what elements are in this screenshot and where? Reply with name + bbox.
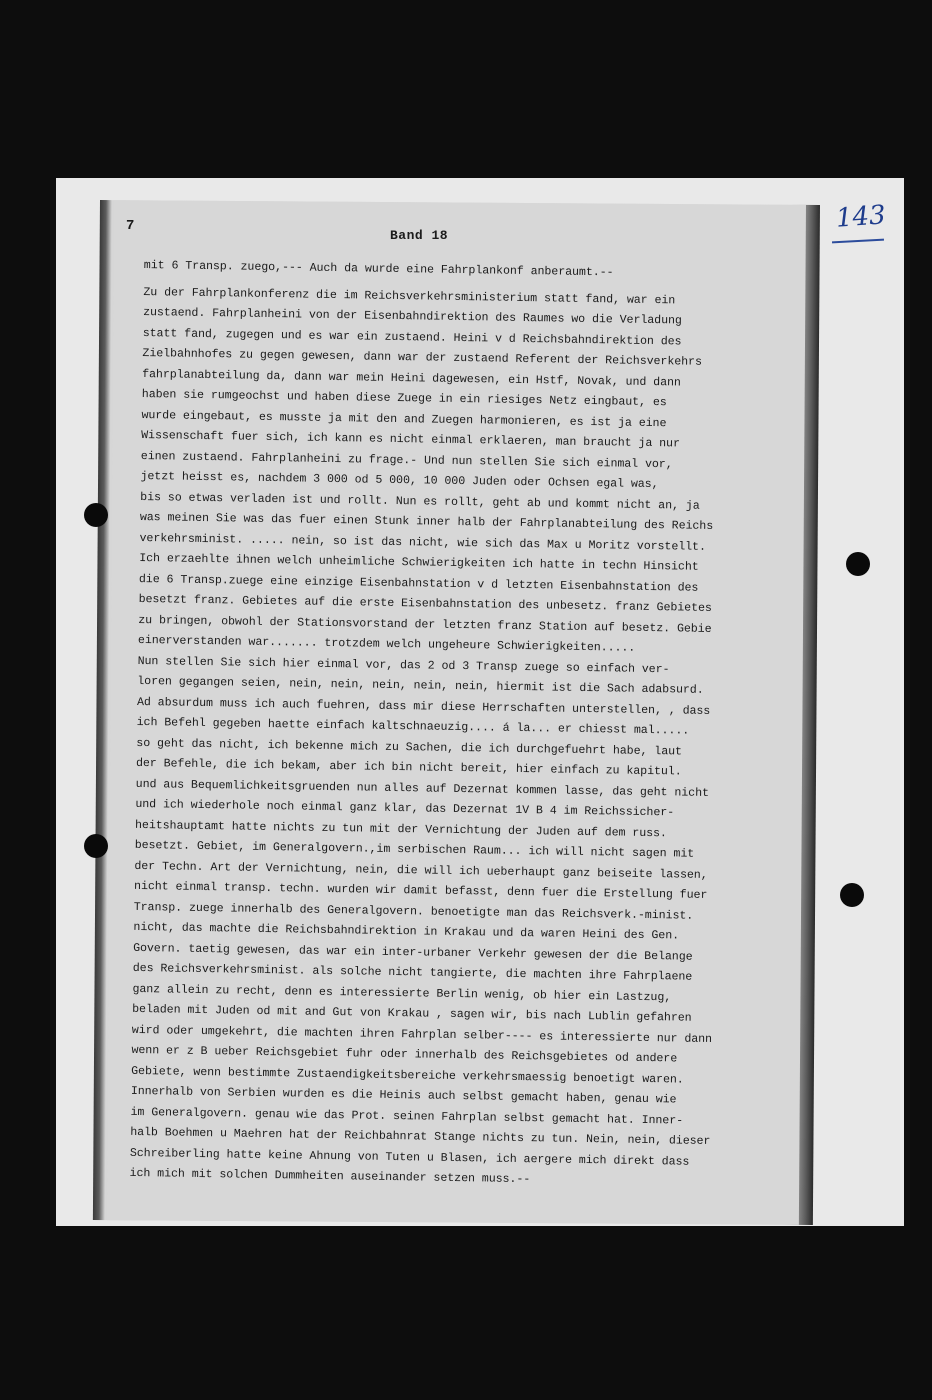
text-line: wurde eingebaut, es musste ja mit den and Zuegen harmonieren, es ist ja eine xyxy=(141,408,667,430)
text-line: nicht, das machte die Reichsbahndirektion in Krakau und da waren Heini des Gen. xyxy=(133,920,680,943)
text-line: Nun stellen Sie sich hier einmal vor, das 2 od 3 Transp zuege so einfach ver- xyxy=(137,654,670,676)
text-line: Ich erzaehlte ihnen welch unheimliche Schwierigkeiten ich hatte in techn Hinsicht xyxy=(139,551,699,574)
text-line: statt fand, zugegen und es war ein zustaend. Heini v d Reichsbahndirektion des xyxy=(142,326,682,348)
text-line: zustaend. Fahrplanheini von der Eisenbahndirektion des Raumes wo die Verladung xyxy=(143,305,682,328)
text-line: Ad absurdum muss ich auch fuehren, dass mir diese Herrschaften unterstellen, , dass xyxy=(136,695,711,718)
text-line: des Reichsverkehrsminist. als solche nicht tangierte, die machten ihre Fahrplaene xyxy=(132,961,693,984)
punch-hole-left-bottom xyxy=(84,834,108,858)
text-line: so geht das nicht, ich bekenne mich zu Sachen, die ich durchgefuehrt habe, laut xyxy=(136,736,683,759)
text-line: ich mich mit solchen Dummheiten auseinander setzen muss.-- xyxy=(129,1166,531,1187)
text-line: Transp. zuege innerhalb des Generalgovern. benoetigte man das Reichsverk.-minist. xyxy=(133,900,694,923)
text-line: halb Boehmen u Maehren hat der Reichbahnrat Stange nichts zu tun. Nein, nein, dieser xyxy=(130,1125,711,1149)
punch-hole-left-top xyxy=(84,503,108,527)
text-line: Zielbahnhofes zu gegen gewesen, dann war der zustaend Referent der Reichsverkehrs xyxy=(142,346,703,369)
text-line: Govern. taetig gewesen, das war ein inter-urbaner Verkehr gewesen der die Belange xyxy=(133,941,693,964)
text-line: Wissenschaft fuer sich, ich kann es nicht einmal erklaeren, man braucht ja nur xyxy=(141,428,680,451)
text-line: besetzt. Gebiet, im Generalgovern.,im serbischen Raum... ich will nicht sagen mit xyxy=(134,838,695,861)
text-line: verkehrsminist. ..... nein, so ist das nicht, wie sich das Max u Moritz vorstellt. xyxy=(139,531,707,554)
handwritten-folio-number: 143 xyxy=(835,200,887,234)
text-line: im Generalgovern. genau wie das Prot. seinen Fahrplan selbst gemacht hat. Inner- xyxy=(130,1105,684,1128)
page-header: Band 18 xyxy=(390,228,449,243)
text-line: zu bringen, obwohl der Stationsvorstand der letzten franz Station auf besetz. Gebie xyxy=(138,613,712,636)
punch-hole-right-bottom xyxy=(840,883,864,907)
text-line: was meinen Sie was das fuer einen Stunk inner halb der Fahrplanabteilung des Reichs xyxy=(139,510,714,533)
text-line: der Techn. Art der Vernichtung, nein, die will ich ueberhaupt ganz beiseite lassen, xyxy=(134,859,708,882)
text-line: besetzt franz. Gebietes auf die erste Eisenbahnstation des unbesetz. franz Gebietes xyxy=(138,592,712,615)
text-line: beladen mit Juden od mit and Gut von Krakau , sagen wir, bis nach Lublin gefahren xyxy=(132,1002,692,1025)
text-line: der Befehle, die ich bekam, aber ich bin nicht bereit, hier einfach zu kapitul. xyxy=(135,756,682,779)
text-line: ich Befehl gegeben haette einfach kaltschnaeuzig.... á la... er chiesst mal..... xyxy=(136,715,690,738)
text-line: ganz allein zu recht, denn es interessierte Berlin wenig, ob hier ein Lastzug, xyxy=(132,982,672,1004)
punch-hole-right-top xyxy=(846,552,870,576)
text-line: bis so etwas verladen ist und rollt. Nun es rollt, geht ab und kommt nicht an, ja xyxy=(140,490,700,513)
text-line: haben sie rumgeochst und haben diese Zuege in ein riesiges Netz eingbaut, es xyxy=(141,387,667,410)
page-number: 7 xyxy=(126,218,135,234)
text-line: jetzt heisst es, nachdem 3 000 od 5 000, 10 000 Juden oder Ochsen egal was, xyxy=(140,469,659,492)
text-line: und aus Bequemlichkeitsgruenden nun alles auf Dezernat kommen lasse, das geht nicht xyxy=(135,777,710,800)
text-line: fahrplanabteilung da, dann war mein Heini dagewesen, ein Hstf, Novak, und dann xyxy=(142,367,681,389)
text-line: nicht einmal transp. techn. wurden wir damit befasst, denn fuer die Erstellung fuer xyxy=(133,879,708,902)
text-line: heitshauptamt hatte nichts zu tun mit der Vernichtung der Juden auf dem russ. xyxy=(134,818,667,840)
text-line: mit 6 Transp. zuego,--- Auch da wurde eine Fahrplankonf anberaumt.-- xyxy=(143,258,614,280)
text-line: einerverstanden war....... trotzdem welch ungeheure Schwierigkeiten..... xyxy=(137,633,636,655)
text-line: Innerhalb von Serbien wurden es die Heinis auch selbst gemacht haben, genau wie xyxy=(130,1084,677,1107)
text-line: loren gegangen seien, nein, nein, nein, nein, nein, hiermit ist die Sach adabsurd. xyxy=(137,674,704,697)
text-line: wenn er z B ueber Reichsgebiet fuhr oder innerhalb des Reichsgebietes od andere xyxy=(131,1043,678,1066)
text-line: und ich wiederhole noch einmal ganz klar, das Dezernat 1V B 4 im Reichssicher- xyxy=(135,797,675,820)
text-line: Zu der Fahrplankonferenz die im Reichsverkehrsministerium statt fand, war ein xyxy=(143,285,676,307)
text-line: wird oder umgekehrt, die machten ihren Fahrplan selber---- es interessierte nur dann xyxy=(131,1023,713,1046)
text-line: Schreiberling hatte keine Ahnung von Tuten u Blasen, ich aergere mich direkt dass xyxy=(129,1146,690,1169)
text-line: Gebiete, wenn bestimmte Zustaendigkeitsbereiche verkehrsmaessig benoetigt waren. xyxy=(131,1064,684,1087)
text-line: einen zustaend. Fahrplanheini zu frage.- Und nun stellen Sie sich einmal vor, xyxy=(140,449,673,471)
typed-body-text xyxy=(129,256,796,1195)
text-line: die 6 Transp.zuege eine einzige Eisenbahnstation v d letzten Eisenbahnstation des xyxy=(138,572,699,595)
